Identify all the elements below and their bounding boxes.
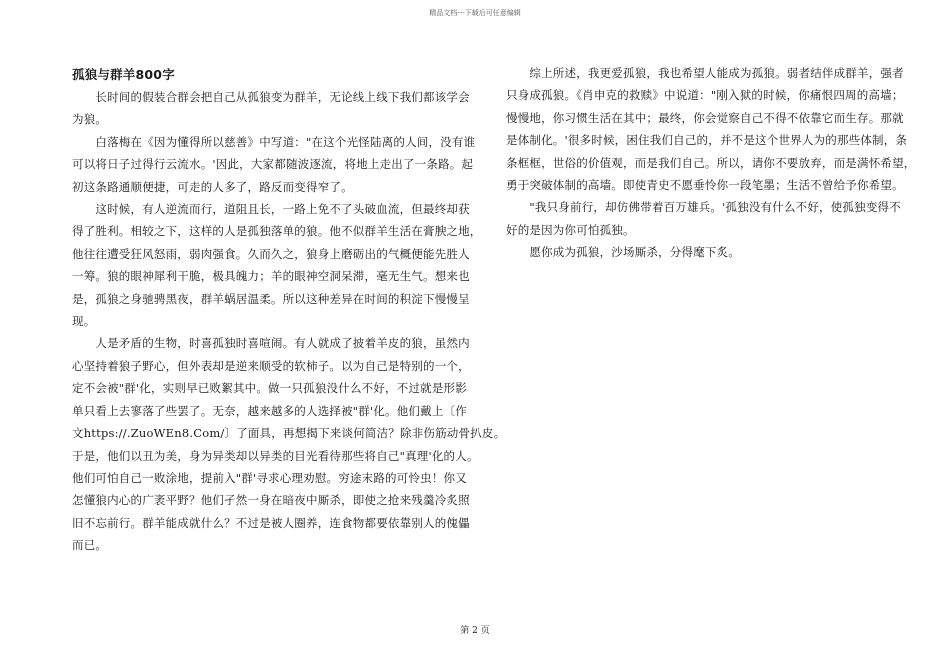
text-line: 于是，他们以丑为美，身为异类却以异类的目光看待那些将自己"真理'化的人。 <box>72 448 479 463</box>
text-line: 综上所述，我更爱孤狼，我也希望人能成为孤狼。弱者结伴成群羊，强者 <box>506 66 904 80</box>
left-column-body <box>72 86 506 557</box>
text-line: 是，孤狼之身驰骋黑夜，群羊蜗居温柔。所以这种差异在时间的积淀下慢慢呈 <box>72 291 470 306</box>
text-line: 单只看上去寥落了些罢了。无奈，越来越多的人选择被"群'化。他们戴上〔作 <box>72 403 467 418</box>
text-line: 他往往遭受狂风怒雨，弱肉强食。久而久之，狼身上磨砺出的气概便能先胜人 <box>72 246 470 261</box>
text-line: 好的是因为你可怕孤独。 <box>506 222 635 237</box>
text-line: 定不会被"群'化，实则早已败絮其中。做一只孤狼没什么不好，不过就是形影 <box>72 381 467 396</box>
text-line: "我只身前行，却仿佛带着百万雄兵。'孤独没有什么不好，使孤独变得不 <box>506 200 901 215</box>
text-line: 旧不忘前行。群羊能成就什么？不过是被人圈养，连食物都要依靠别人的傀儡 <box>72 515 470 530</box>
text-line: 慢慢地，你习惯生活在其中；最终，你会觉察自己不得不依靠它而生存。那就 <box>506 110 904 125</box>
text-line: 而已。 <box>72 538 108 553</box>
text-line: 怎懂狼内心的广袤平野？他们孑然一身在暗夜中厮杀，即使之抢来残羹冷炙照 <box>72 493 470 508</box>
text-line: 得了胜利。相较之下，这样的人是孤独落单的狼。他不似群羊生活在膏腴之地， <box>72 224 482 239</box>
page-header: 精品文档---下载后可任意编辑 <box>429 9 521 17</box>
text-line: 可以将日子过得行云流水。'因此，大家都随波逐流，将地上走出了一条路。起 <box>72 157 474 172</box>
text-line: 现。 <box>72 314 96 329</box>
text-line: 文https://.ZuoWEn8.Com/〕了面具，再想揭下来谈何简洁？除非伤筋动骨扒皮。 <box>72 426 506 441</box>
left-column <box>72 62 506 557</box>
text-line: 心坚持着狼子野心，但外表却是逆来顺受的软柿子。以为自己是特别的一个， <box>72 358 470 373</box>
text-line: 这时候，有人逆流而行，道阻且长，一路上免不了头破血流，但最终却获 <box>72 202 470 217</box>
text-line: 他们可怕自己一败涂地，提前入"群'寻求心理劝慰。穷途末路的可怜虫！你又 <box>72 470 467 485</box>
text-line: 是体制化。'很多时候，困住我们自己的，并不是这个世界人为的那些体制，条 <box>506 133 908 148</box>
page-number: 第 2 页 <box>460 626 490 636</box>
text-line: 初这条路通顺便捷，可走的人多了，路反而变得窄了。 <box>72 179 353 194</box>
text-line: 为狼。 <box>72 112 108 127</box>
text-line: 愿你成为孤狼，沙场厮杀，分得麾下炙。 <box>506 245 740 260</box>
text-line: 只身成孤狼。《肖申克的救赎》中说道："刚入狱的时候，你痛恨四周的高墙； <box>506 88 904 103</box>
right-column <box>506 62 916 264</box>
text-line: 勇于突破体制的高墙。即使青史不愿垂怜你一段笔墨；生活不曾给予你希望。 <box>506 178 904 193</box>
article-title: 孤狼与群羊800字 <box>72 67 175 82</box>
text-line: 长时间的假装合群会把自己从孤狼变为群羊，无论线上线下我们都该学会 <box>72 90 470 104</box>
text-line: 白落梅在《因为懂得所以慈善》中写道："在这个光怪陆离的人间，没有谁 <box>72 134 476 149</box>
text-line: 一筹。狼的眼神犀利干脆，极具魄力；羊的眼神空洞呆滞，毫无生气。想来也 <box>72 269 470 284</box>
text-line: 人是矛盾的生物，时喜孤独时喜喧闹。有人就成了披着羊皮的狼，虽然内 <box>72 336 470 351</box>
text-line: 条框框，世俗的价值观，而是我们自己。所以，请你不要放弃，而是满怀希望， <box>506 155 916 170</box>
right-column-body <box>506 62 916 264</box>
